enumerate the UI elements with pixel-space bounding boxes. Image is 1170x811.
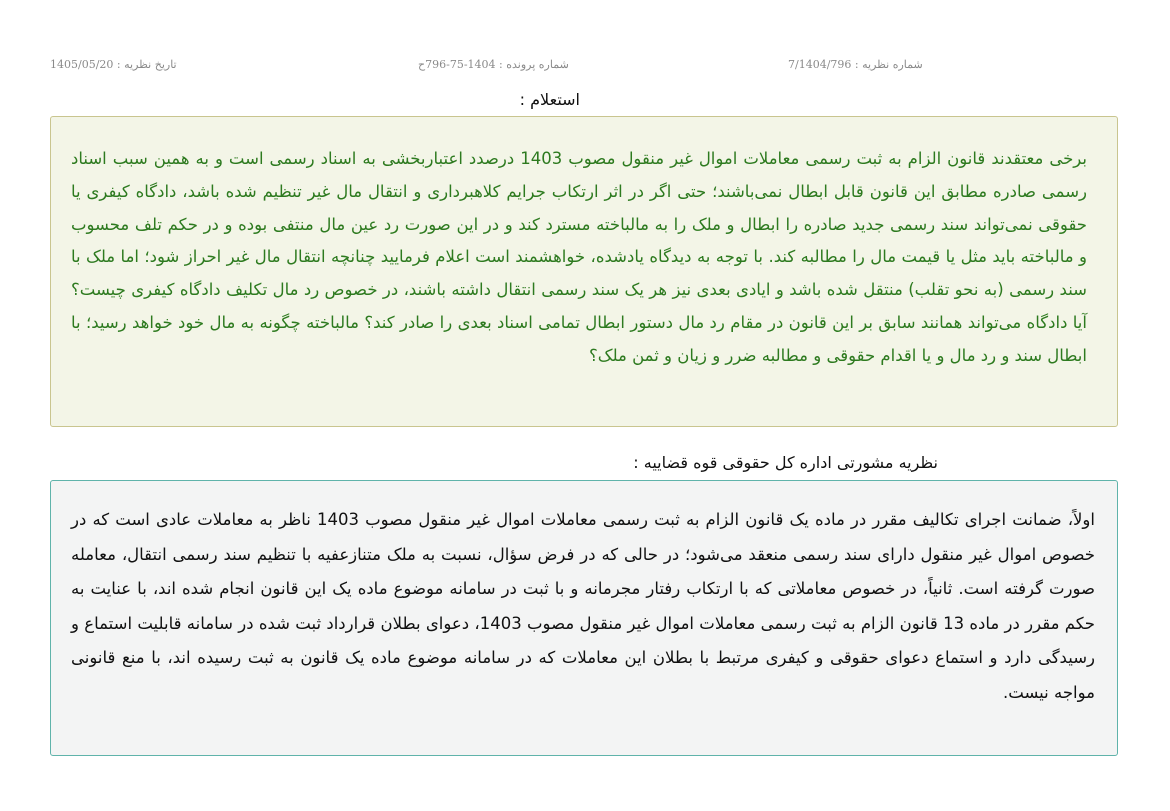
inquiry-box (50, 116, 1118, 427)
inquiry-heading: استعلام : (519, 90, 580, 109)
opinion-date: تاریخ نظریه : 1405/05/20 (50, 58, 177, 71)
opinion-text: اولاً، ضمانت اجرای تکالیف مقرر در ماده یک قانون الزام به ثبت رسمی معاملات اموال غیر منقول مصوب 1403 ناظر به معاملات عادی است که در خصوص اموال غیر منقول دارای سند رسمی منعقد می‌شود؛ در حالی که در فرض سؤال، نسبت به ملک متنازعفیه با تنظیم سند رسمی انتقال، معامله صورت گرفته است. ثانیاً، در خصوص معاملاتی که با ارتکاب رفتار مجرمانه و با ثبت در سامانه موضوع ماده یک این قانون انجام شده اند، با عنایت به حکم مقرر در ماده 13 قانون الزام به ثبت رسمی معاملات اموال غیر منقول مصوب 1403، دعوای بطلان قرارداد ثبت شده در سامانه قابلیت استماع و رسیدگی دارد و استماع دعوای حقوقی و کیفری مرتبط با بطلان این معاملات که در سامانه موضوع ماده یک قانون به ثبت رسیده اند، با منع قانونی مواجه نیست. (71, 510, 1096, 702)
opinion-box (50, 480, 1118, 756)
file-number: شماره پرونده : 1404-75-796ح (418, 58, 569, 71)
opinion-number: شماره نظریه : 7/1404/796 (788, 58, 923, 71)
inquiry-text: برخی معتقدند قانون الزام به ثبت رسمی معاملات اموال غیر منقول مصوب 1403 درصدد اعتباربخشی به اسناد رسمی است و به همین سبب اسناد رسمی صادره مطابق این قانون قابل ابطال نمی‌باشند؛ حتی اگر در اثر ارتکاب جرایم کلاهبرداری و انتقال مال غیر تنظیم شده باشد، دادگاه کیفری یا حقوقی نمی‌تواند سند رسمی جدید صادره را ابطال و ملک را به مالباخته مسترد کند و در این صورت رد عین مال منتفی بوده و در حکم تلف محسوب و مالباخته باید مثل یا قیمت مال را مطالبه کند. با توجه به دیدگاه یادشده، خواهشمند است اعلام فرمایید چنانچه انتقال مال غیر احراز شود؛ اما ملک با سند رسمی (به نحو تقلب) منتقل شده باشد و ایادی بعدی نیز هر یک سند رسمی انتقال داشته باشند، در خصوص رد مال تکلیف دادگاه کیفری چیست؟ آیا دادگاه می‌تواند همانند سابق بر این قانون در مقام رد مال دستور ابطال تمامی اسناد بعدی را صادر کند؟ مالباخته چگونه به مال خود خواهد رسید؛ با ابطال سند و رد مال و یا اقدام حقوقی و مطالبه ضرر و زیان و ثمن ملک؟ (71, 149, 1087, 365)
opinion-heading: نظریه مشورتی اداره کل حقوقی قوه قضاییه : (633, 453, 938, 472)
